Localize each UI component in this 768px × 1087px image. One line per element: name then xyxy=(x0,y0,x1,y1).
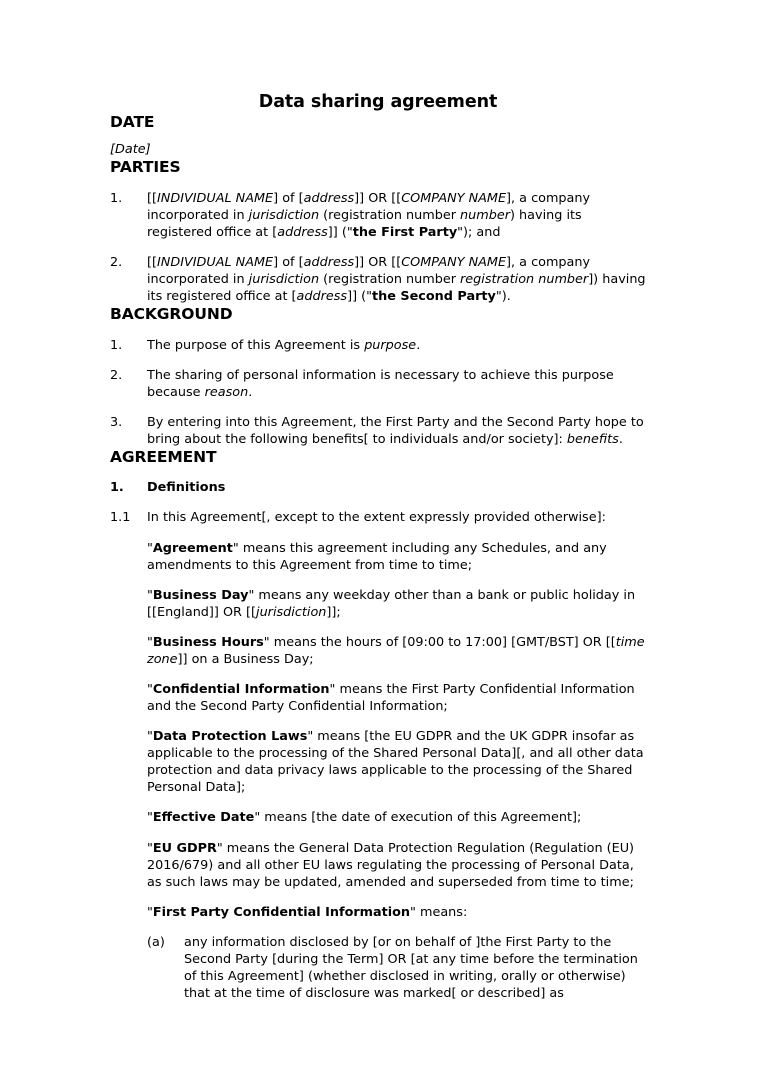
party-1-jurisdiction: jurisdiction xyxy=(248,207,320,223)
background-1-placeholder: purpose xyxy=(364,337,417,353)
definition-term-business-day: Business Day xyxy=(152,587,249,603)
background-1-tail: . xyxy=(416,337,421,353)
clause-1-1-text: In this Agreement[, except to the extent expressly provided otherwise]: xyxy=(147,510,606,526)
definition-business-hours: "Business Hours" means the hours of [09:00 to 17:00] [GMT/BST] OR [[time zone]] on a Business Day; xyxy=(147,634,645,667)
party-2-seg-2: ] of [ xyxy=(273,255,304,270)
background-item-3 xyxy=(110,414,650,448)
background-item-2 xyxy=(110,367,650,401)
definition-body-business-hours-2: ]] on a Business Day; xyxy=(177,651,314,667)
clause-1-number: 1. xyxy=(110,480,124,496)
party-1-seg-7: ]] (" xyxy=(327,224,353,240)
definition-body-confidential-information: " means the First Party Confidential Information and the Second Party Confidential Information; xyxy=(147,682,635,715)
background-item-3-number: 3. xyxy=(110,414,123,430)
definition-term-first-party-confidential-information: First Party Confidential Information xyxy=(152,904,411,920)
party-2-seg-3: ]] OR [[ xyxy=(354,255,402,270)
definition-body-business-day-1: " means any weekday other than a bank or public holiday in [[England]] OR [[ xyxy=(147,587,636,620)
party-2-seg-1: [[ xyxy=(147,255,157,270)
party-1-registration-number: number xyxy=(460,207,510,223)
clause-1 xyxy=(110,479,650,496)
definition-eu-gdpr: "EU GDPR" means the General Data Protection Regulation (Regulation (EU) 2016/679) and all other EU laws regulating the processing of Personal Data, as such laws may be updated, amended and superseded from time to time; xyxy=(147,840,635,890)
background-item-2-number: 2. xyxy=(110,367,123,383)
party-2-seg-8: "). xyxy=(495,289,511,305)
definition-body-business-hours-1: " means the hours of [09:00 to 17:00] [GMT/BST] OR [[ xyxy=(263,634,616,650)
section-heading-agreement: AGREEMENT xyxy=(110,448,217,466)
background-item-1-number: 1. xyxy=(110,337,123,353)
definition-agreement: "Agreement" means this agreement including any Schedules, and any amendments to this Agreement from time to time; xyxy=(147,540,607,573)
clause-1-1-number: 1.1 xyxy=(110,510,131,526)
party-item-2-number: 2. xyxy=(110,255,123,270)
party-2-seg-7: ]] (" xyxy=(347,289,373,305)
definition-data-protection-laws: "Data Protection Laws" means [the EU GDPR and the UK GDPR insofar as applicable to the processing of the Shared Personal Data][, and all other data protection and data privacy laws applicable to the processing of the Shared Personal Data]; xyxy=(147,729,644,796)
party-item-1 xyxy=(110,190,650,241)
background-1-lead: The purpose of this Agreement is xyxy=(147,337,365,353)
background-2-placeholder: reason xyxy=(204,384,249,400)
definition-term-data-protection-laws: Data Protection Laws xyxy=(152,729,308,745)
clause-1-1 xyxy=(110,509,650,526)
definition-body-eu-gdpr: " means the General Data Protection Regulation (Regulation (EU) 2016/679) and all other EU laws regulating the processing of Personal Data, as such laws may be updated, amended and superseded from time to time; xyxy=(147,840,635,890)
background-3-placeholder: benefits xyxy=(566,431,619,447)
party-1-seg-8: "); and xyxy=(457,224,501,240)
definition-body-agreement: " means this agreement including any Schedules, and any amendments to this Agreement from time to time; xyxy=(147,540,607,573)
party-2-defined-term: the Second Party xyxy=(372,289,496,305)
section-heading-background: BACKGROUND xyxy=(110,305,233,324)
party-1-seg-2: ] of [ xyxy=(273,190,304,206)
party-item-2 xyxy=(110,254,650,305)
background-item-1-text xyxy=(147,337,650,354)
party-1-seg-3: ]] OR [[ xyxy=(354,190,402,206)
definition-confidential-information: "Confidential Information" means the First Party Confidential Information and the Second Party Confidential Information; xyxy=(147,682,635,715)
definition-effective-date: "Effective Date" means [the date of execution of this Agreement]; xyxy=(147,810,582,826)
definition-body-effective-date: " means [the date of execution of this Agreement]; xyxy=(254,810,582,826)
background-item-1 xyxy=(110,337,650,354)
definition-business-day: "Business Day" means any weekday other than a bank or public holiday in [[England]] OR [[jurisdiction]]; xyxy=(147,587,636,620)
party-1-seg-5: (registration number xyxy=(319,207,461,223)
sub-item-a-label: (a) xyxy=(147,934,165,950)
page-title: Data sharing agreement xyxy=(258,92,498,112)
party-2-address-1: address xyxy=(303,255,355,270)
clause-1-title: Definitions xyxy=(147,480,226,496)
background-2-lead: The sharing of personal information is necessary to achieve this purpose because xyxy=(147,367,614,400)
party-2-seg-4: ], a company incorporated in xyxy=(147,255,591,288)
party-2-seg-6: ]) having its registered office at [ xyxy=(147,272,646,305)
definition-body-first-party-confidential-information: " means: xyxy=(410,904,468,920)
section-heading-parties: PARTIES xyxy=(110,158,181,177)
definition-term-effective-date: Effective Date xyxy=(152,810,255,826)
background-item-2-text xyxy=(147,367,650,401)
party-2-company-name: COMPANY NAME xyxy=(401,255,507,270)
party-1-defined-term: the First Party xyxy=(352,224,458,240)
party-2-jurisdiction: jurisdiction xyxy=(248,272,320,288)
party-1-seg-4: ], a company incorporated in xyxy=(147,190,591,223)
party-1-address-1: address xyxy=(303,190,355,206)
definition-term-eu-gdpr: EU GDPR xyxy=(152,840,217,856)
definition-italic-business-day: jurisdiction xyxy=(256,604,327,620)
party-2-individual-name: INDIVIDUAL NAME xyxy=(157,255,274,270)
section-heading-date: DATE xyxy=(110,113,155,131)
background-3-lead: By entering into this Agreement, the First Party and the Second Party hope to bring about the following benefits[ to individuals and/or society]: xyxy=(147,414,644,447)
definition-italic-business-hours: time zone xyxy=(147,634,645,667)
definition-first-party-confidential-information: "First Party Confidential Information" means: xyxy=(147,904,468,920)
party-1-seg-1: [[ xyxy=(147,190,157,206)
definition-body-data-protection-laws: " means [the EU GDPR and the UK GDPR insofar as applicable to the processing of the Shared Personal Data][, and all other data protection and data privacy laws applicable to the processing of the Shared Personal Data]; xyxy=(147,729,644,796)
party-2-registration-number: registration number xyxy=(460,272,589,288)
date-value xyxy=(110,141,650,158)
party-item-1-text xyxy=(147,190,650,241)
background-3-tail: . xyxy=(618,431,623,447)
sub-item-a-text: any information disclosed by [or on behalf of ]the First Party to the Second Party [during the Term] OR [at any time before the termination of this Agreement] (whether disclosed in writing, orally or otherwise) that at the time of disclosure was marked[ or described] as xyxy=(184,934,638,1002)
background-item-3-text xyxy=(147,414,650,448)
party-1-individual-name: INDIVIDUAL NAME xyxy=(157,190,274,206)
definition-term-confidential-information: Confidential Information xyxy=(152,682,330,697)
party-2-seg-5: (registration number xyxy=(319,272,461,288)
party-item-1-number: 1. xyxy=(110,190,123,206)
party-1-address-2: address xyxy=(277,224,328,240)
definition-term-agreement: Agreement xyxy=(152,540,233,556)
party-2-address-2: address xyxy=(296,289,348,305)
definition-body-business-day-2: ]]; xyxy=(326,604,341,620)
party-1-company-name: COMPANY NAME xyxy=(401,190,507,206)
sub-item-a xyxy=(110,934,650,1002)
date-placeholder: [Date] xyxy=(110,142,151,158)
party-1-seg-6: ) having its registered office at [ xyxy=(147,207,582,240)
definition-term-business-hours: Business Hours xyxy=(152,634,264,650)
party-item-2-text xyxy=(147,254,650,305)
background-2-tail: . xyxy=(248,384,253,400)
